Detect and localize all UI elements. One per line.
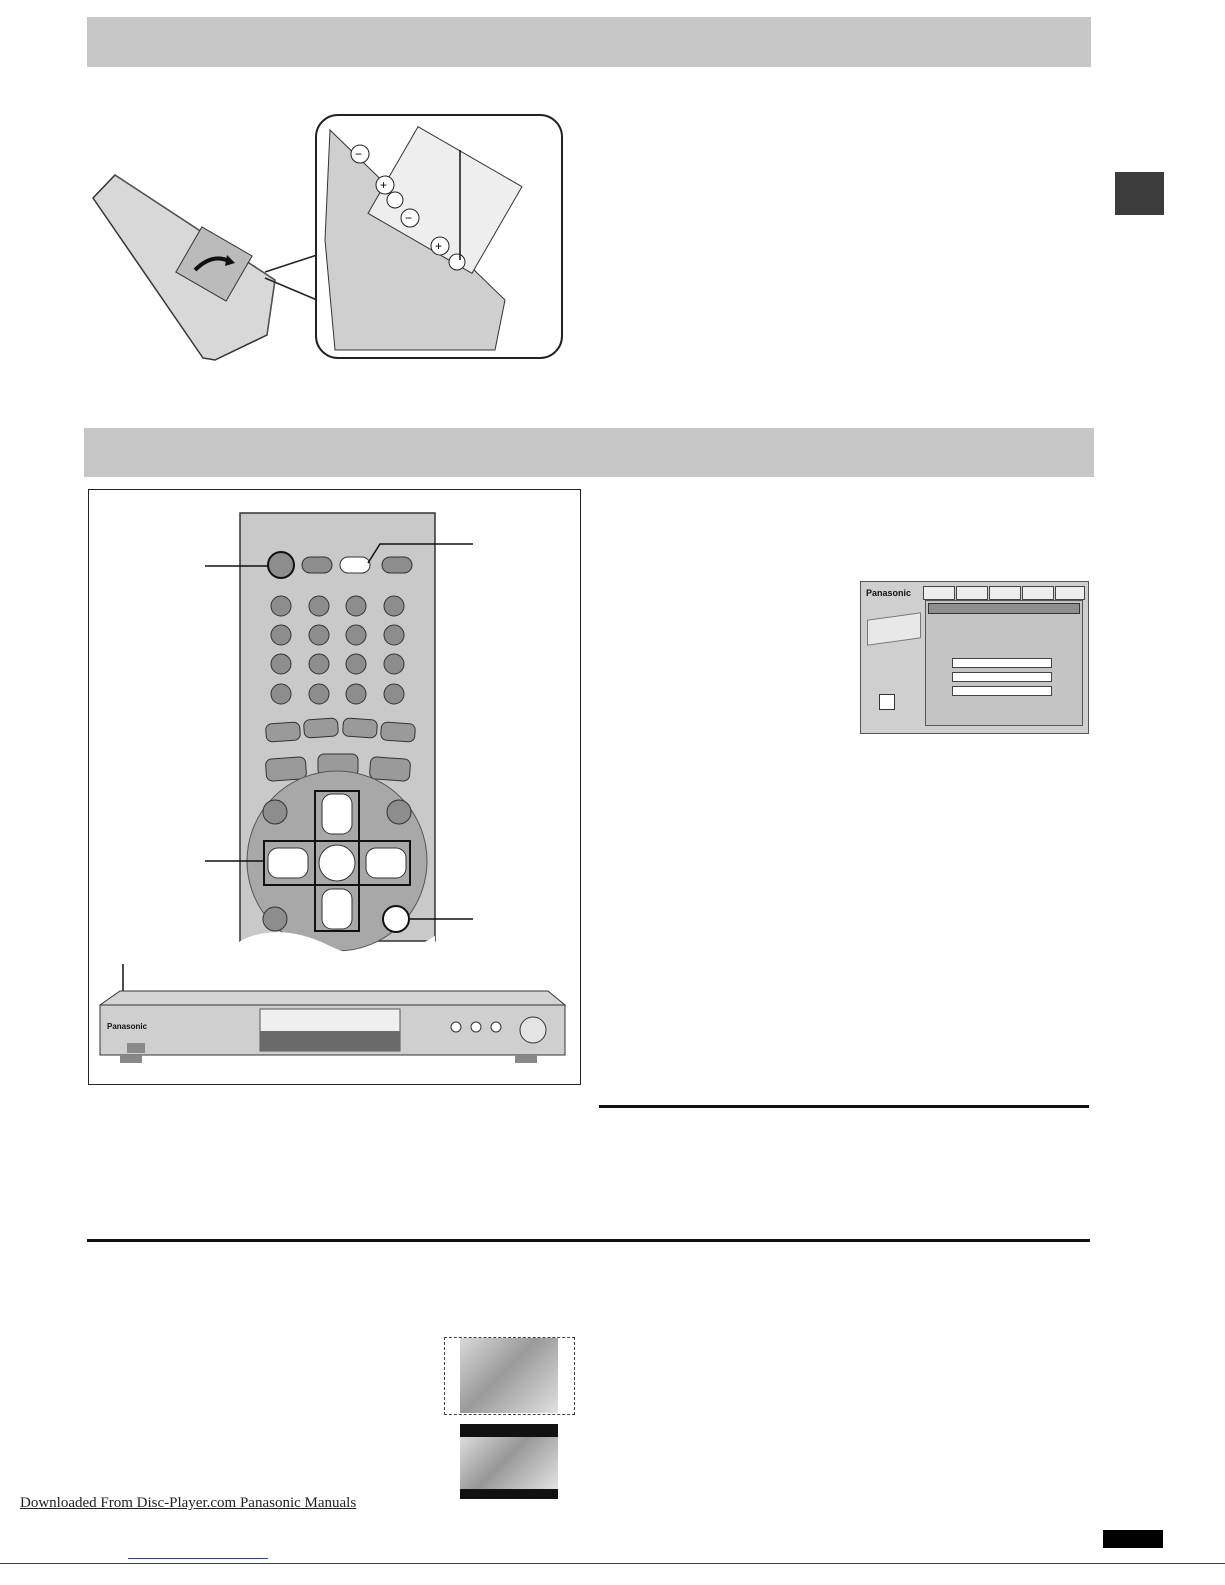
remote-number-button (309, 596, 329, 616)
remote-number-button (384, 625, 404, 645)
setup-menu-screenshot (860, 581, 1089, 734)
page-number-block (1103, 1530, 1163, 1548)
player-brand: Panasonic (107, 1022, 148, 1031)
osd-option-field-2 (952, 672, 1052, 682)
remote-number-button (384, 654, 404, 674)
osd-settings-panel (925, 600, 1083, 726)
osd-brand: Panasonic (866, 588, 912, 598)
section-header-band-middle (84, 428, 1094, 477)
osd-tab-disc-icon (923, 586, 955, 600)
remote-number-button (271, 684, 291, 704)
remote-number-button (309, 684, 329, 704)
osd-selected-row (928, 603, 1080, 614)
footer-download-link[interactable]: Downloaded From Disc-Player.com Panasonic Manuals (20, 1495, 357, 1511)
svg-text:−: − (405, 211, 413, 225)
divider-rule-short (599, 1105, 1089, 1108)
remote-number-button (346, 654, 366, 674)
remote-number-button (346, 596, 366, 616)
svg-text:+: + (380, 178, 388, 192)
remote-number-button (346, 625, 366, 645)
osd-tab-video-icon (956, 586, 988, 600)
remote-number-button (309, 625, 329, 645)
dvd-player-illustration (95, 985, 573, 1077)
osd-option-field-3 (952, 686, 1052, 696)
svg-text:+: + (435, 239, 443, 253)
osd-navigation-icon (879, 694, 895, 710)
movie-still-fullscreen (460, 1338, 558, 1413)
remote-number-button (271, 625, 291, 645)
remote-number-button (384, 684, 404, 704)
remote-number-button (271, 596, 291, 616)
osd-option-field-1 (952, 658, 1052, 668)
osd-tab-row (923, 586, 1083, 598)
osd-tab-others-icon (1055, 586, 1085, 600)
small-remote-shape (93, 175, 275, 360)
remote-number-button (271, 654, 291, 674)
bottom-link-underline (128, 1558, 268, 1559)
divider-rule-full (87, 1239, 1090, 1242)
remote-number-button (309, 654, 329, 674)
osd-tab-audio-icon (989, 586, 1021, 600)
side-tab (1115, 172, 1164, 215)
svg-text:−: − (355, 147, 363, 161)
osd-tab-display-icon (1022, 586, 1054, 600)
remote-number-button (346, 684, 366, 704)
bottom-rule (0, 1563, 1225, 1564)
battery-remote-illustration (85, 110, 570, 370)
movie-still-letterbox (460, 1437, 558, 1489)
remote-number-button (384, 596, 404, 616)
section-header-band-top (87, 17, 1091, 67)
osd-disc-graphic (867, 612, 921, 646)
